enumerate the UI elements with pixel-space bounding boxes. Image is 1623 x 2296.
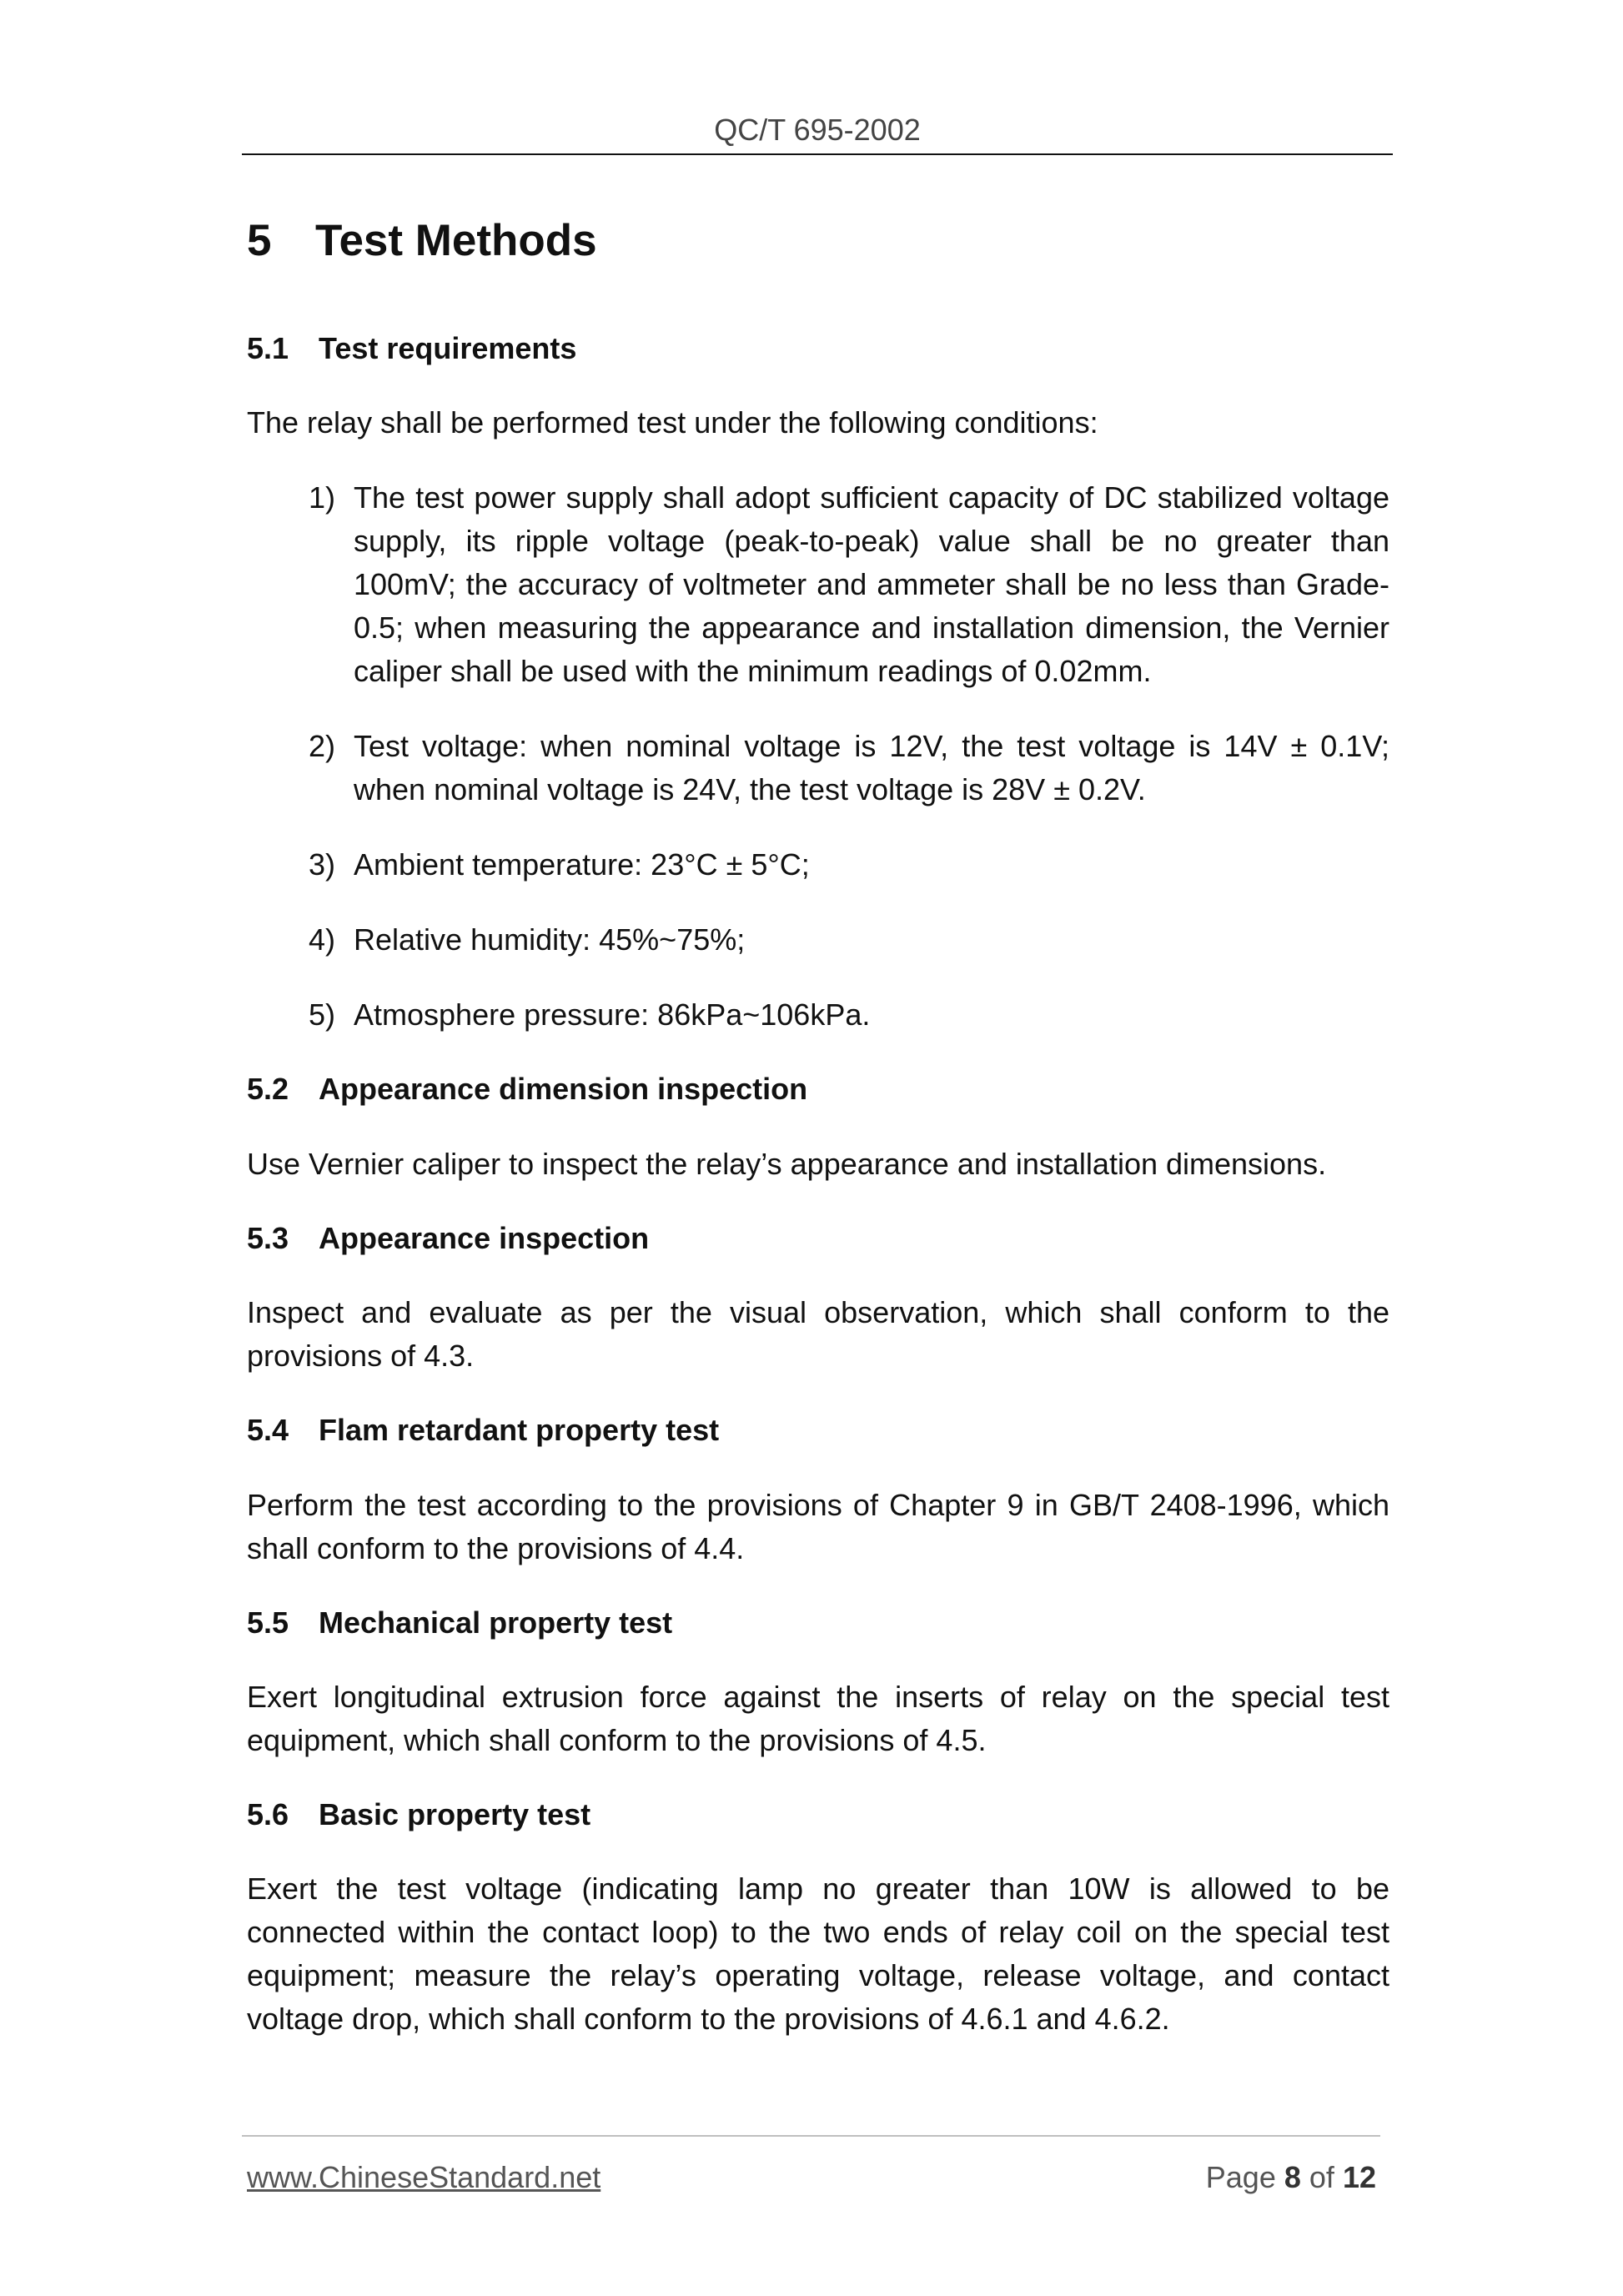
page-content <box>247 215 1389 2072</box>
list-item <box>247 843 1389 887</box>
page-of: of <box>1309 2160 1334 2194</box>
paragraph: Exert the test voltage (indicating lamp no greater than 10W is allowed to be connected within the contact loop) to the two ends of relay coil on the special test equipment; measure the relay’s operating voltage, release voltage, and contact voltage drop, which shall conform to the provisions of 4.6.1 and 4.6.2. <box>247 1871 1389 2037</box>
subsection-number: 5.5 <box>247 1605 289 1640</box>
list-item <box>247 918 1389 962</box>
page-number <box>1206 2160 1376 2195</box>
subsection-number: 5.2 <box>247 1072 289 1107</box>
paragraph: Inspect and evaluate as per the visual observation, which shall conform to the provisions of 4.3. <box>247 1295 1389 1374</box>
subsection-title: Mechanical property test <box>319 1605 673 1640</box>
paragraph: Exert longitudinal extrusion force against the inserts of relay on the special test equipment, which shall conform to the provisions of 4.5. <box>247 1679 1389 1757</box>
header-divider <box>242 153 1393 155</box>
subsection-heading-5-1 <box>247 328 1389 369</box>
subsection-heading-5-2 <box>247 1068 1389 1110</box>
subsection-heading-5-4 <box>247 1409 1389 1451</box>
list-marker: 5) <box>308 997 335 1032</box>
list-marker: 3) <box>308 847 335 882</box>
document-code-header: QC/T 695-2002 <box>714 113 921 147</box>
page-label: Page <box>1205 2160 1276 2194</box>
subsection-heading-5-5 <box>247 1602 1389 1644</box>
subsection-title: Appearance dimension inspection <box>319 1072 808 1107</box>
paragraph: Perform the test according to the provisions of Chapter 9 in GB/T 2408-1996, which shall conform to the provisions of 4.4. <box>247 1487 1389 1565</box>
list-marker: 2) <box>308 729 335 764</box>
website-link[interactable]: www.ChineseStandard.net <box>247 2160 601 2194</box>
page-total: 12 <box>1342 2160 1376 2194</box>
list-item-text: Ambient temperature: 23°C ± 5°C; <box>354 847 810 882</box>
footer-divider <box>242 2135 1380 2137</box>
list-marker: 1) <box>308 480 335 515</box>
subsection-number: 5.1 <box>247 331 289 365</box>
list-item-text: Relative humidity: 45%~75%; <box>354 922 746 957</box>
subsection-title: Flam retardant property test <box>319 1413 720 1448</box>
page-current: 8 <box>1284 2160 1301 2194</box>
subsection-number: 5.6 <box>247 1796 289 1831</box>
subsection-number: 5.3 <box>247 1220 289 1255</box>
subsection-number: 5.4 <box>247 1413 289 1448</box>
paragraph: The relay shall be performed test under the following conditions: <box>247 405 1098 440</box>
subsection-heading-5-3 <box>247 1218 1389 1259</box>
conditions-list <box>247 476 1389 1037</box>
list-marker: 4) <box>308 922 335 957</box>
list-item-text: Atmosphere pressure: 86kPa~106kPa. <box>354 997 871 1032</box>
subsection-title: Test requirements <box>319 331 577 365</box>
section-number: 5 <box>247 216 272 265</box>
list-item-text: The test power supply shall adopt sufficient capacity of DC stabilized voltage supply, its ripple voltage (peak-to-peak) value shall be no greater than 100mV; the accuracy of voltmeter and ammeter shall be no less than Grade-0.5; when measuring the appearance and installation dimension, the Vernier caliper shall be used with the minimum readings of 0.02mm. <box>354 480 1389 689</box>
section-heading <box>247 215 1389 266</box>
paragraph: Use Vernier caliper to inspect the relay’s appearance and installation dimensions. <box>247 1146 1327 1181</box>
subsection-title: Appearance inspection <box>319 1220 650 1255</box>
list-item-text: Test voltage: when nominal voltage is 12V, the test voltage is 14V ± 0.1V; when nominal voltage is 24V, the test voltage is 28V ± 0.2V. <box>354 729 1389 807</box>
list-item <box>247 476 1389 693</box>
section-title: Test Methods <box>315 216 597 265</box>
list-item <box>247 725 1389 811</box>
subsection-title: Basic property test <box>319 1796 591 1831</box>
subsection-heading-5-6 <box>247 1794 1389 1836</box>
list-item <box>247 993 1389 1037</box>
